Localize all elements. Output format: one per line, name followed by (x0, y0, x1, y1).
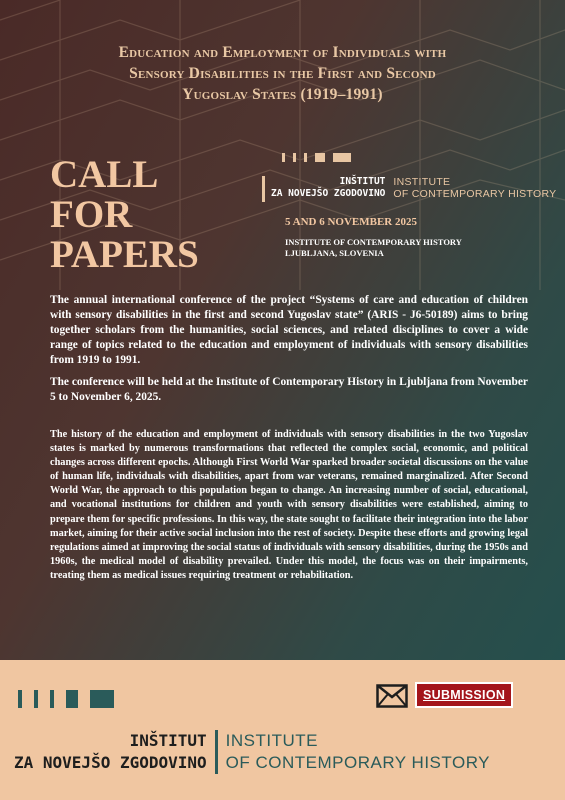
venue-line-1: INSTITUTE OF CONTEMPORARY HISTORY (285, 237, 462, 247)
envelope-icon[interactable] (376, 684, 408, 708)
call-for-papers-heading (50, 155, 199, 275)
logo-eng-line-1: INSTITUTE (393, 176, 451, 188)
title-line-2: Sensory Disabilities in the First and Second (129, 65, 436, 82)
submission-button[interactable]: SUBMISSION (415, 682, 513, 708)
logo-bars-top (282, 153, 351, 162)
logo-slo-line-1: INŠTITUT (129, 731, 207, 750)
logo-eng-line-2: OF CONTEMPORARY HISTORY (393, 188, 557, 200)
logo-english-name (393, 176, 556, 202)
logo-slo-line-1: INŠTITUT (339, 176, 386, 187)
intro-paragraph-1: The annual international conference of the project “Systems of care and education of children with sensory disabilities in the first and second Yugoslav state” (ARIS - J6-50189) aims to bring together scholars from the humanities, social sciences, and related disciplines to cover a wide range of topics related to the education and employment of individuals with sensory disabilities from 1919 to 1991. (50, 294, 528, 366)
intro-section (50, 293, 528, 412)
title-line-3: Yugoslav States (1919–1991) (182, 86, 383, 103)
cfp-line-3: PAPERS (50, 233, 199, 276)
logo-slo-line-2: ZA NOVEJŠO ZGODOVINO (14, 753, 207, 772)
logo-eng-line-1: INSTITUTE (225, 731, 318, 750)
institute-logo-top (262, 172, 556, 202)
logo-bar (50, 690, 54, 708)
logo-bar (333, 153, 351, 162)
logo-slovene-name (14, 730, 207, 774)
title-line-1: Education and Employment of Individuals with (118, 44, 447, 61)
logo-bar (18, 690, 22, 708)
body-paragraph-1: The history of the education and employment of individuals with sensory disabilities in the two Yugoslav states is marked by numerous transformations that reflected the complex social, economic, and political changes across different epochs. Although First World War sparked broader societal discussions on the value of human life, individuals with disabilities, apart from war veterans, remained marginalized. After Second World War, the approach to this population began to change. An increasing number of social, educational, and vocational institutions for children and youth with sensory disabilities were established, aiming to prepare them for specific professions. In this way, the state sought to facilitate their integration into the labor market, aiming for their active social inclusion into the rest of society. Despite these efforts and growing legal regulations aimed at improving the social status of individuals with sensory disabilities, during the 1950s and 1960s, the medical model of disability prevailed. Under this model, the focus was on their impairments, treating them as medical issues requiring treatment or rehabilitation. (50, 429, 528, 581)
logo-bar (66, 690, 78, 708)
body-section (50, 428, 528, 583)
logo-slovene-name (271, 176, 385, 202)
cfp-line-2: FOR (50, 193, 133, 236)
footer (0, 660, 565, 800)
logo-slo-line-2: ZA NOVEJŠO ZGODOVINO (271, 188, 386, 199)
logo-bar (34, 690, 38, 708)
logo-bar (90, 690, 114, 708)
venue-line-2: LJUBLJANA, SLOVENIA (285, 248, 384, 258)
event-venue (285, 237, 462, 259)
intro-paragraph-2: The conference will be held at the Institute of Contemporary History in Ljubljana from November 5 to November 6, 2025. (50, 376, 528, 403)
logo-bar (304, 153, 307, 162)
logo-english-name (226, 730, 490, 774)
logo-bars-bottom (18, 690, 114, 708)
cfp-line-1: CALL (50, 153, 159, 196)
event-date: 5 AND 6 NOVEMBER 2025 (285, 216, 418, 228)
logo-bar (282, 153, 285, 162)
institute-logo-bottom (14, 730, 490, 774)
logo-divider (262, 176, 265, 202)
logo-eng-line-2: OF CONTEMPORARY HISTORY (225, 753, 490, 772)
logo-divider (215, 730, 218, 774)
logo-bar (315, 153, 325, 162)
conference-title (20, 42, 545, 105)
logo-bar (293, 153, 296, 162)
